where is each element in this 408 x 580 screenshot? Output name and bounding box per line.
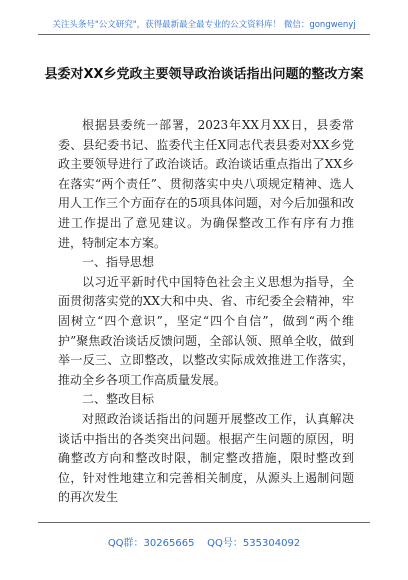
paragraph-intro: 根据县委统一部署，2023年XX月XX日，县委常委、县纪委书记、监委代主任X同志代表县委对XX乡党政主要领导进行了政治谈话。政治谈话重点指出了XX乡在落实“两个责任”、贯彻落实中央八项规定精神、选人用人工作三个方面存在的5项具体问题，对今后加强和改进工作提出了意见建议。为确保整改工作有序有力推进，特制定本方案。 xyxy=(58,118,354,250)
section-heading-guiding-ideology: 一、指导思想 xyxy=(82,255,155,270)
footer-contact: QQ群：30265665 QQ号：535304092 xyxy=(107,538,301,549)
paragraph-rectification-goals: 对照政治谈话指出的问题开展整改工作，认真解决谈话中指出的各类突出问题。根据产生问题的原因，明确整改方向和整改时限，制定整改措施，限时整改到位，针对性地建立和完善相关制度，从源头上遏制问题的再次发生 xyxy=(58,411,354,505)
footer-divider xyxy=(38,522,370,523)
header-banner: 关注头条号"公文研究"，获得最新最全最专业的公文资料库！ 微信：gongwenyj xyxy=(52,20,356,30)
document-title: 县委对XX乡党政主要领导政治谈话指出问题的整改方案 xyxy=(44,67,364,82)
paragraph-guiding-ideology: 以习近平新时代中国特色社会主义思想为指导，全面贯彻落实党的XX大和中央、省、市纪委全会精神，牢固树立“四个意识”，坚定“四个自信”，做到“两个维护”聚焦政治谈话反馈问题，全部认领、照单全收，做到举一反三、立即整改，以整改实际成效推进工作落实，推动全乡各项工作高质量发展。 xyxy=(58,274,354,387)
section-heading-rectification-goals: 二、整改目标 xyxy=(82,392,155,407)
header-divider xyxy=(38,34,370,35)
document-body xyxy=(58,116,354,508)
